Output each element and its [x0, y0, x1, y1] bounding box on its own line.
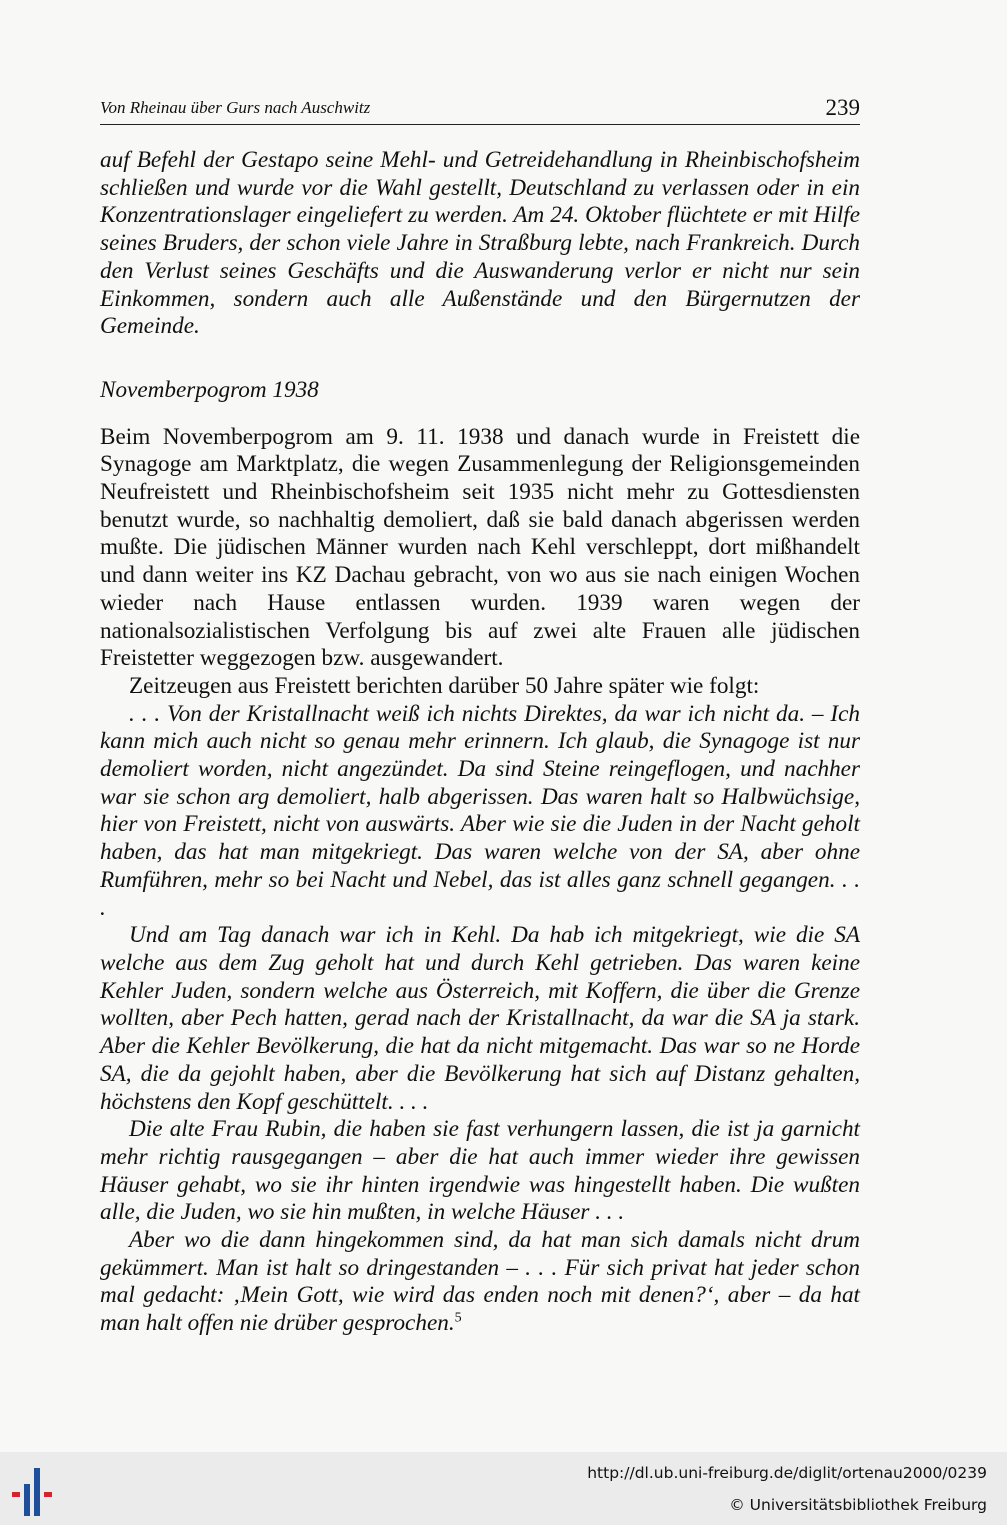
quote-paragraph: Und am Tag danach war ich in Kehl. Da hab ich mitgekriegt, wie die SA welche aus dem Zug geholt hat und durch Kehl getrieben. Das waren keine Kehler Juden, sondern welche aus Österreich, mit Koffern, die über die Grenze wollten, aber Pech hatten, gerad nach der Kristallnacht, da war die SA ja stark. Aber die Kehler Bevölkerung, die hat da nicht mitgemacht. Das war so ne Horde SA, die da gejohlt haben, aber die Bevölkerung hat sich auf Distanz gehalten, höchstens den Kopf geschüttelt. . . . [100, 922, 860, 1115]
paragraph-pogrom: Beim Novemberpogrom am 9. 11. 1938 und danach wurde in Freistett die Synagoge am Marktplatz, die wegen Zusammenlegung der Religionsgemeinden Neufreistett und Rheinbischofsheim seit 1935 nicht mehr zu Gottesdiensten benutzt wurde, so nachhaltig demoliert, daß sie bald danach abgerissen werden mußte. Die jüdischen Männer wurden nach Kehl verschleppt, dort mißhandelt und dann weiter ins KZ Dachau gebracht, von wo aus sie nach einigen Wochen wieder nach Hause entlassen wurden. 1939 waren wegen der nationalsozialistischen Verfolgung bis auf zwei alte Frauen alle jüdischen Freistetter weggezogen bzw. ausgewandert. [100, 423, 860, 672]
quote-paragraph: . . . Von der Kristallnacht weiß ich nichts Direktes, da war ich nicht da. – Ich kann mich auch nicht so genau mehr erinnern. Ich glaub, die Synagoge ist nur demoliert worden, nicht angezündet. Da sind Steine reingeflogen, und nachher war sie schon arg demoliert, halb abgerissen. Das waren halt so Halbwüchsige, hier von Freistett, nicht von auswärts. Aber wie sie die Juden in der Nacht geholt haben, das hat man mitgekriegt. Das waren welche von der SA, aber ohne Rumführen, mehr so bei Nacht und Nebel, das ist alles ganz schnell gegangen. . . . [100, 700, 860, 921]
quote-paragraph-last [100, 1227, 860, 1338]
copyright-notice: © Universitätsbibliothek Freiburg [729, 1496, 987, 1514]
page-header [100, 92, 860, 125]
quote-text: Aber wo die dann hingekommen sind, da hat man sich damals nicht drum gekümmert. Man ist halt so dringestanden – . . . Für sich privat hat jeder schon mal gedacht: ‚Mein Gott, wie wird das enden noch mit denen?‘, aber – da hat man halt offen nie drüber gesprochen. [100, 1227, 860, 1337]
section-heading: Novemberpogrom 1938 [100, 376, 319, 403]
viewer-footer [0, 1452, 1007, 1525]
page-number: 239 [825, 95, 860, 120]
footnote-marker: 5 [454, 1310, 462, 1326]
library-logo-icon [12, 1462, 64, 1518]
quote-paragraph: Die alte Frau Rubin, die haben sie fast verhungern lassen, die ist ja garnicht mehr richtig rausgegangen – aber die hat auch immer wieder ihre gewissen Häuser gehabt, wo sie ihr hinten irgendwie was hingestellt haben. Die wußten alle, die Juden, wo sie hin mußten, in welche Häuser . . . [100, 1116, 860, 1226]
permalink-url[interactable]: http://dl.ub.uni-freiburg.de/diglit/ortenau2000/0239 [587, 1464, 987, 1482]
page-body [100, 147, 860, 1338]
paragraph-witnesses-intro: Zeitzeugen aus Freistett berichten darüber 50 Jahre später wie folgt: [129, 672, 760, 699]
paragraph-continuation: auf Befehl der Gestapo seine Mehl- und Getreidehandlung in Rheinbischofsheim schließen und wurde vor die Wahl gestellt, Deutschland zu verlassen oder in ein Konzentrationslager eingeliefert zu werden. Am 24. Oktober flüchtete er mit Hilfe seines Bruders, der schon viele Jahre in Straßburg lebte, nach Frankreich. Durch den Verlust seines Geschäfts und die Auswanderung verlor er nicht nur sein Einkommen, sondern auch alle Außenstände und den Bürgernutzen der Gemeinde. [100, 147, 860, 340]
running-title: Von Rheinau über Gurs nach Auschwitz [100, 98, 371, 117]
